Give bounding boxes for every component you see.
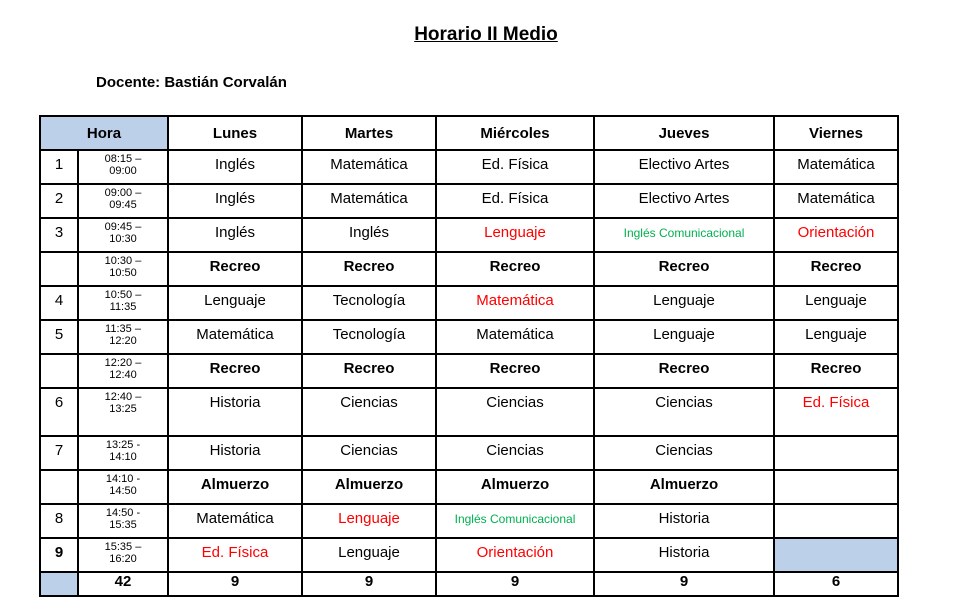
period-time — [78, 436, 168, 470]
subject-cell: Lenguaje — [302, 538, 436, 572]
subject-cell: Inglés Comunicacional — [436, 504, 594, 538]
time-line: 11:35 – — [105, 323, 141, 335]
subject-cell: Recreo — [436, 354, 594, 388]
period-time — [78, 538, 168, 572]
subject-cell: Ciencias — [436, 388, 594, 436]
table-row — [40, 470, 898, 504]
subject-cell: Recreo — [774, 354, 898, 388]
period-number: 1 — [40, 150, 78, 184]
subject-cell: Tecnología — [302, 320, 436, 354]
subject-cell: Ciencias — [436, 436, 594, 470]
header-viernes: Viernes — [774, 116, 898, 150]
time-line: 08:15 – — [104, 153, 142, 165]
subject-cell: Inglés — [168, 150, 302, 184]
subject-cell: Matemática — [436, 320, 594, 354]
period-number: 8 — [40, 504, 78, 538]
subject-cell: Matemática — [436, 286, 594, 320]
subject-cell: Almuerzo — [168, 470, 302, 504]
header-row — [40, 116, 898, 150]
subject-cell: Lenguaje — [594, 286, 774, 320]
time-line: 12:20 – — [104, 357, 142, 369]
subject-cell: Ed. Física — [436, 184, 594, 218]
time-line: 09:00 – — [104, 187, 142, 199]
schedule-table — [39, 115, 899, 597]
subject-cell: Electivo Artes — [594, 150, 774, 184]
subject-cell: Lenguaje — [594, 320, 774, 354]
total-value: 42 — [78, 572, 168, 596]
subject-cell: Ciencias — [594, 436, 774, 470]
subject-cell: Almuerzo — [594, 470, 774, 504]
time-line: 10:50 — [109, 267, 137, 279]
period-number: 7 — [40, 436, 78, 470]
period-number: 5 — [40, 320, 78, 354]
subject-cell: Ed. Física — [168, 538, 302, 572]
teacher-name: Docente: Bastián Corvalán — [96, 74, 287, 91]
subject-cell: Matemática — [168, 320, 302, 354]
header-hora: Hora — [40, 116, 168, 150]
subject-cell: Historia — [594, 538, 774, 572]
period-number: 4 — [40, 286, 78, 320]
subject-cell: Recreo — [436, 252, 594, 286]
time-line: 12:40 – — [104, 391, 142, 403]
time-line: 13:25 - — [105, 439, 141, 451]
subject-cell: Matemática — [774, 150, 898, 184]
header-martes: Martes — [302, 116, 436, 150]
subject-cell: Recreo — [168, 252, 302, 286]
subject-cell: Matemática — [774, 184, 898, 218]
time-line: 11:35 — [109, 301, 137, 313]
period-number: 9 — [40, 538, 78, 572]
table-row — [40, 150, 898, 184]
time-line: 09:45 — [109, 199, 137, 211]
total-value: 6 — [774, 572, 898, 596]
subject-cell: Recreo — [168, 354, 302, 388]
subject-cell: Ciencias — [302, 388, 436, 436]
subject-cell: Recreo — [594, 354, 774, 388]
time-line: 14:50 - — [105, 507, 141, 519]
time-line: 14:50 — [109, 485, 137, 497]
table-row — [40, 184, 898, 218]
period-number — [40, 354, 78, 388]
subject-cell: Matemática — [302, 150, 436, 184]
period-number: 2 — [40, 184, 78, 218]
subject-cell: Recreo — [302, 252, 436, 286]
time-line: 14:10 - — [105, 473, 141, 485]
period-time — [78, 150, 168, 184]
period-time — [78, 184, 168, 218]
subject-cell: Recreo — [302, 354, 436, 388]
period-number — [40, 470, 78, 504]
subject-cell: Ed. Física — [774, 388, 898, 436]
table-row — [40, 436, 898, 470]
period-time — [78, 218, 168, 252]
totals-blank-cell — [40, 572, 78, 596]
time-line: 10:30 – — [104, 255, 142, 267]
subject-cell: Ciencias — [302, 436, 436, 470]
period-number: 6 — [40, 388, 78, 436]
subject-cell — [774, 470, 898, 504]
subject-cell: Recreo — [774, 252, 898, 286]
subject-cell: Almuerzo — [302, 470, 436, 504]
subject-cell: Inglés — [168, 218, 302, 252]
totals-row — [40, 572, 898, 596]
subject-cell: Inglés — [168, 184, 302, 218]
subject-cell: Ed. Física — [436, 150, 594, 184]
subject-cell — [774, 436, 898, 470]
period-time — [78, 354, 168, 388]
time-line: 12:20 — [109, 335, 137, 347]
subject-cell: Matemática — [302, 184, 436, 218]
header-jueves: Jueves — [594, 116, 774, 150]
subject-cell: Lenguaje — [436, 218, 594, 252]
time-line: 12:40 — [109, 369, 137, 381]
time-line: 09:45 – — [104, 221, 142, 233]
subject-cell — [774, 504, 898, 538]
table-row — [40, 354, 898, 388]
header-miercoles: Miércoles — [436, 116, 594, 150]
period-time — [78, 286, 168, 320]
table-row — [40, 538, 898, 572]
time-line: 15:35 — [109, 519, 137, 531]
subject-cell: Historia — [168, 388, 302, 436]
total-value: 9 — [168, 572, 302, 596]
subject-cell — [774, 538, 898, 572]
time-line: 13:25 — [109, 403, 137, 415]
period-time — [78, 320, 168, 354]
time-line: 10:30 — [109, 233, 137, 245]
period-time — [78, 388, 168, 436]
total-value: 9 — [594, 572, 774, 596]
subject-cell: Ciencias — [594, 388, 774, 436]
subject-cell: Recreo — [594, 252, 774, 286]
subject-cell: Orientación — [436, 538, 594, 572]
subject-cell: Almuerzo — [436, 470, 594, 504]
subject-cell: Inglés Comunicacional — [594, 218, 774, 252]
total-value: 9 — [436, 572, 594, 596]
subject-cell: Inglés — [302, 218, 436, 252]
time-line: 09:00 — [109, 165, 137, 177]
total-value: 9 — [302, 572, 436, 596]
time-line: 15:35 – — [104, 541, 142, 553]
subject-cell: Electivo Artes — [594, 184, 774, 218]
subject-cell: Historia — [594, 504, 774, 538]
table-row — [40, 252, 898, 286]
subject-cell: Lenguaje — [774, 320, 898, 354]
subject-cell: Orientación — [774, 218, 898, 252]
period-time — [78, 252, 168, 286]
time-line: 10:50 – — [104, 289, 142, 301]
subject-cell: Lenguaje — [774, 286, 898, 320]
period-number — [40, 252, 78, 286]
subject-cell: Historia — [168, 436, 302, 470]
period-time — [78, 470, 168, 504]
table-row — [40, 388, 898, 436]
subject-cell: Lenguaje — [168, 286, 302, 320]
table-row — [40, 218, 898, 252]
subject-cell: Matemática — [168, 504, 302, 538]
period-time — [78, 504, 168, 538]
header-lunes: Lunes — [168, 116, 302, 150]
subject-cell: Lenguaje — [302, 504, 436, 538]
time-line: 14:10 — [109, 451, 137, 463]
time-line: 16:20 — [109, 553, 137, 565]
subject-cell: Tecnología — [302, 286, 436, 320]
table-row — [40, 320, 898, 354]
table-row — [40, 504, 898, 538]
document-title: Horario II Medio — [414, 24, 558, 45]
period-number: 3 — [40, 218, 78, 252]
table-row — [40, 286, 898, 320]
